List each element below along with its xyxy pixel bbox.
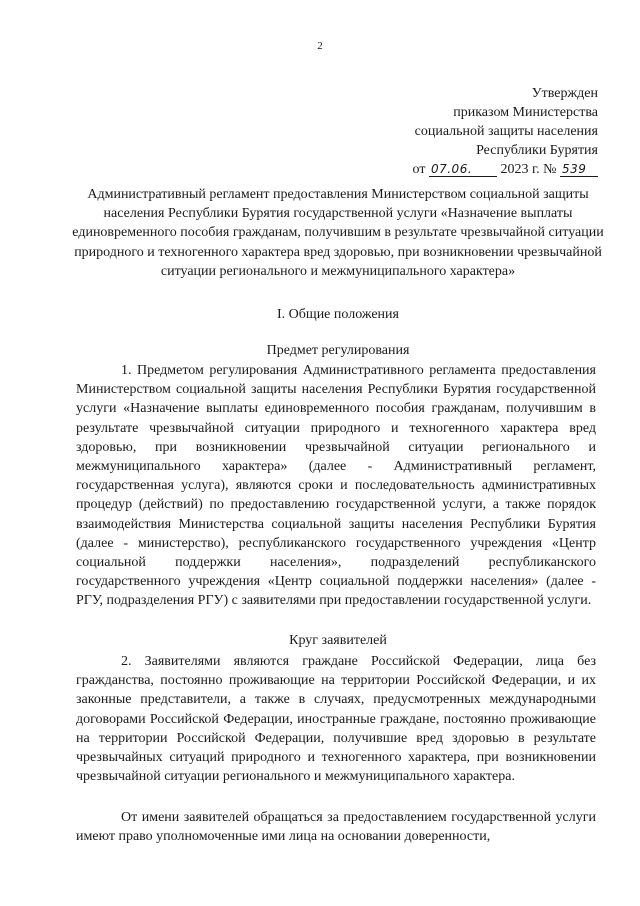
handwritten-order-number: 539 bbox=[560, 162, 598, 177]
approval-line-approved: Утвержден bbox=[531, 86, 598, 101]
approval-line-order: приказом Министерства bbox=[453, 105, 598, 120]
page-number: 2 bbox=[317, 40, 323, 52]
section-heading: I. Общие положения bbox=[277, 307, 399, 322]
subheading-subject: Предмет регулирования bbox=[266, 343, 410, 358]
document-title: Административный регламент предоставления Министерством социальной защиты населения Республики Бурятия государственной услуги «Назначение выплаты единовременного пособия гражданам, получившим в результате чрезвычайной ситуации природного и техногенного характера вред здоровью, при возникновении чрезвычайной ситуации регионального и межмуниципального характера» bbox=[72, 187, 604, 279]
approval-line-date bbox=[413, 160, 598, 179]
handwritten-date: 07.06. bbox=[429, 162, 497, 177]
approval-line-republic: Республики Бурятия bbox=[476, 143, 598, 158]
approval-from-label: от bbox=[412, 162, 426, 177]
paragraph-applicants: 2. Заявителями являются граждане Российской Федерации, лица без гражданства, постоянно проживающие на территории Российской Федерации, и их законные представители, а также в случаях, предусмотренных международными договорами Российской Федерации, иностранные граждане, постоянно проживающие на территории Российской Федерации, получившие вред здоровью в результате чрезвычайных ситуаций природного и техногенного характера, при возникновении чрезвычайной ситуации регионального и межмуниципального характера. bbox=[76, 654, 596, 785]
approval-line-ministry: социальной защиты населения bbox=[414, 124, 598, 139]
paragraph-representatives: От имени заявителей обращаться за предоставлением государственной услуги имеют право уполномоченные ими лица на основании доверенности, bbox=[76, 810, 596, 845]
approval-year-text: 2023 г. № bbox=[500, 162, 557, 177]
approval-block bbox=[413, 84, 598, 179]
subheading-applicants: Круг заявителей bbox=[289, 633, 387, 648]
paragraph-subject: 1. Предметом регулирования Административного регламента предоставления Министерством социальной защиты населения Республики Бурятия государственной услуги «Назначение выплаты единовременного пособия гражданам, получившим в результате чрезвычайной ситуации природного и техногенного характера вред здоровью, при возникновении чрезвычайной ситуации регионального и межмуниципального характера» (далее - Административный регламент, государственная услуга), являются сроки и последовательность административных процедур (действий) по предоставлению государственной услуги, а также порядок взаимодействия Министерства социальной защиты населения Республики Бурятия (далее - министерство), республиканского государственного учреждения «Центр социальной поддержки населения», подразделений республиканского государственного учреждения «Центр социальной поддержки населения» (далее - РГУ, подразделения РГУ) с заявителями при предоставлении государственной услуги. bbox=[76, 363, 596, 609]
